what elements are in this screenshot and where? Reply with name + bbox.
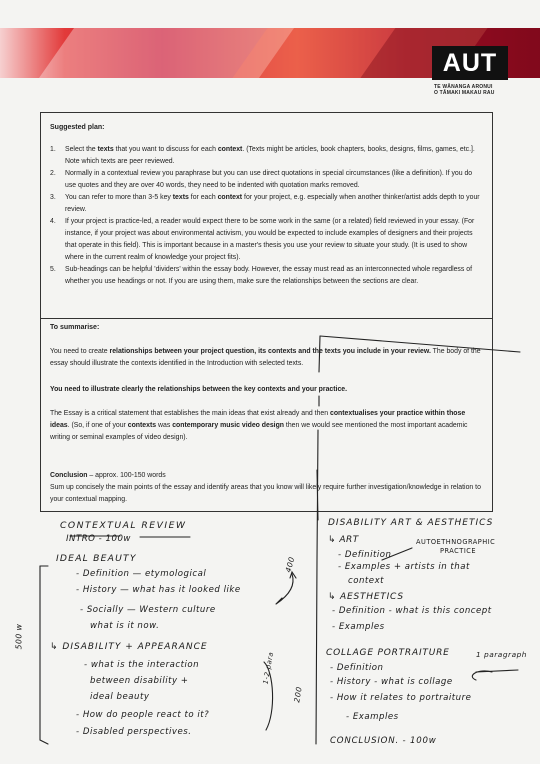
summary-bold: contextualises your practice within those ideas bbox=[50, 410, 466, 429]
summary-text: was bbox=[156, 422, 173, 429]
ink-line bbox=[40, 566, 48, 744]
plan-text: Normally in a contextual review you paraphrase but you can use direct quotations in special circumstances (like a definition). If you do use quotes and they are over 40 words, they need to be indented with quotation marks removed. bbox=[65, 170, 473, 189]
summary-paragraph bbox=[50, 408, 486, 444]
plan-text: If your project is practice-led, a reader would expect there to be some work in the same (or a related) field reviewed in your essay. (For instance, if your project was about environmental activism, you would be expected to include examples of designers and their projects that operate in this field). This is important because in a master's thesis you use your review to situate your study. (It is used to show where in the current realm of knowledge your project fits). bbox=[65, 218, 475, 261]
plan-title: Suggested plan: bbox=[50, 124, 105, 131]
hw-line: context bbox=[348, 576, 385, 586]
hw-line: - Examples bbox=[346, 712, 399, 722]
hw-margin-note: 1-2 para bbox=[261, 651, 276, 685]
logo-subtitle-line: TE WĀNANGA ARONUI bbox=[434, 84, 493, 90]
hw-line: - Examples + artists in that bbox=[338, 562, 470, 572]
hw-line: what is it now. bbox=[90, 621, 160, 631]
summary-paragraph bbox=[50, 346, 486, 370]
hw-note: PRACTICE bbox=[440, 547, 477, 555]
hw-margin-note: 400 bbox=[283, 555, 297, 574]
summary-title: To summarise: bbox=[50, 324, 100, 331]
hw-line: between disability + bbox=[90, 676, 189, 686]
hw-line: - History - what is collage bbox=[330, 677, 453, 687]
ink-underline bbox=[476, 670, 518, 672]
hw-line: - Definition bbox=[330, 663, 384, 673]
plan-item bbox=[50, 192, 482, 216]
plan-bold: context bbox=[217, 146, 243, 153]
conclusion-label: Conclusion bbox=[50, 472, 88, 479]
hw-line: - History — what has it looked like bbox=[76, 585, 241, 595]
conclusion-text: Sum up concisely the main points of the essay and identify areas that you know will likely require further investigation/knowledge in relation to your contextual mapping. bbox=[50, 484, 481, 503]
plan-bold: texts bbox=[97, 146, 114, 153]
conclusion-paragraph bbox=[50, 470, 486, 506]
conclusion-wordcount: – approx. 100-150 words bbox=[87, 472, 166, 479]
plan-item-number: 1. bbox=[50, 146, 56, 153]
summary-bold: contexts bbox=[127, 422, 157, 429]
hw-margin-note: 500 w bbox=[14, 623, 24, 650]
hw-margin-note: 200 bbox=[292, 685, 304, 704]
summary-key-statement: You need to illustrate clearly the relationships between the key contexts and your practice. bbox=[50, 386, 348, 393]
aut-logo: AUT bbox=[432, 46, 508, 80]
plan-list bbox=[50, 144, 482, 288]
hw-subheading: IDEAL BEAUTY bbox=[56, 553, 137, 564]
plan-item-number: 3. bbox=[50, 194, 56, 201]
plan-item bbox=[50, 264, 482, 288]
plan-text: Sub-headings can be helpful 'dividers' within the essay body. However, the essay must read as an interconnected whole regardless of whether you use headings or not. If you are using them, make sure the relationships between the sections are clear. bbox=[65, 266, 472, 285]
hw-line: - Socially — Western culture bbox=[80, 605, 216, 615]
hw-heading: DISABILITY ART & AESTHETICS bbox=[328, 518, 494, 528]
plan-item-number: 5. bbox=[50, 266, 56, 273]
summary-text: You need to create bbox=[50, 348, 110, 355]
aut-logo-subtitle bbox=[434, 84, 495, 96]
hw-line: - How it relates to portraiture bbox=[330, 693, 472, 703]
section-divider bbox=[40, 318, 492, 319]
hw-line: - Definition bbox=[338, 550, 392, 560]
plan-text: for each bbox=[188, 194, 218, 201]
ink-loop bbox=[472, 671, 492, 680]
plan-text: that you want to discuss for each bbox=[113, 146, 218, 153]
hw-note: AUTOETHNOGRAPHIC bbox=[416, 538, 496, 546]
summary-text: . (So, if one of your bbox=[67, 422, 128, 429]
plan-bold: context bbox=[217, 194, 243, 201]
plan-item-number: 4. bbox=[50, 218, 56, 225]
hw-line: - Examples bbox=[332, 622, 385, 632]
summary-text: then we would see mentioned the most important academic writing or seminal examples of video design). bbox=[50, 422, 468, 441]
plan-text: . (Texts might be articles, book chapters, books, designs, films, games, etc.]. Note which texts are peer reviewed. bbox=[65, 146, 475, 165]
hw-line: - Disabled perspectives. bbox=[76, 727, 192, 737]
ink-arrow bbox=[276, 572, 296, 604]
plan-item bbox=[50, 168, 482, 192]
hw-line: - Definition - what is this concept bbox=[332, 606, 492, 616]
logo-subtitle-line: O TĀMAKI MAKAU RAU bbox=[434, 90, 495, 96]
summary-bold: contemporary music video design bbox=[172, 422, 285, 429]
plan-item bbox=[50, 144, 482, 168]
hw-subheading: COLLAGE PORTRAITURE bbox=[326, 648, 450, 658]
plan-text: You can refer to more than 3-5 key bbox=[65, 194, 173, 201]
hw-line: ideal beauty bbox=[90, 692, 150, 702]
hw-subheading: ↳ DISABILITY + APPEARANCE bbox=[50, 642, 208, 652]
hw-line: - Definition — etymological bbox=[76, 569, 207, 579]
plan-item-number: 2. bbox=[50, 170, 56, 177]
plan-item bbox=[50, 216, 482, 264]
plan-bold: texts bbox=[172, 194, 189, 201]
summary-text: The Essay is a critical statement that establishes the main ideas that exist already and then bbox=[50, 410, 330, 417]
summary-text: The body of the essay should illustrate the contexts identified in the Introduction with selected texts. bbox=[50, 348, 481, 367]
hw-subheading: ↳ AESTHETICS bbox=[328, 592, 404, 602]
plan-text: Select the bbox=[65, 146, 98, 153]
hw-line: - what is the interaction bbox=[84, 660, 200, 670]
hw-heading: CONTEXTUAL REVIEW bbox=[60, 520, 187, 531]
hw-line: INTRO - 100w bbox=[66, 534, 131, 544]
hw-line: - How do people react to it? bbox=[76, 710, 210, 720]
hw-line: CONCLUSION. - 100w bbox=[330, 736, 437, 746]
hw-subheading: ↳ ART bbox=[328, 535, 359, 545]
hw-note: 1 paragraph bbox=[476, 650, 527, 659]
plan-text: for your project, e.g. especially when another thinker/artist adds depth to your review. bbox=[65, 194, 480, 213]
summary-bold: relationships between your project question, its contexts and the texts you include in your review. bbox=[109, 348, 431, 355]
